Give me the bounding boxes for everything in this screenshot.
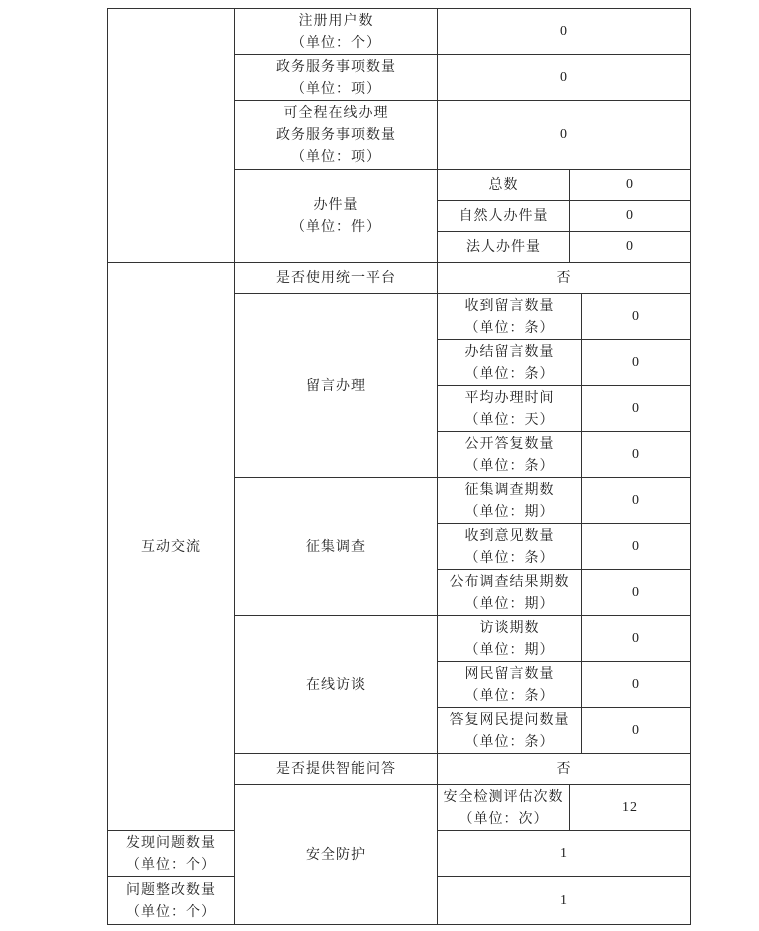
unit-text: （单位：条） (464, 319, 555, 336)
value-cell: 否 (438, 754, 691, 785)
label-cell: 征集调查 (235, 478, 438, 616)
label-text: 公开答复数量 (464, 435, 555, 452)
value-cell: 0 (438, 9, 691, 55)
sub-label-cell (438, 524, 582, 570)
unit-text: （单位：期） (464, 503, 555, 520)
label-text: 访谈期数 (479, 619, 540, 636)
unit-text: （单位：项） (291, 149, 381, 165)
section-cell-service (108, 9, 235, 263)
sub-label-cell (438, 294, 582, 340)
unit-text: （单位：个） (291, 34, 381, 51)
label-text: 网民留言数量 (464, 665, 555, 682)
value-cell: 0 (582, 708, 691, 754)
label-cell (108, 877, 235, 925)
value-cell: 0 (582, 432, 691, 478)
unit-text: （单位：个） (126, 903, 216, 920)
label-text: 答复网民提问数量 (449, 711, 570, 728)
sub-label-cell (438, 432, 582, 478)
label-cell (108, 831, 235, 877)
label-text: 收到意见数量 (464, 527, 555, 544)
label-text: 安全检测评估次数 (443, 788, 564, 805)
sub-label-cell (438, 708, 582, 754)
value-cell: 否 (438, 263, 691, 294)
unit-text: （单位：期） (464, 641, 555, 658)
label-text: 政务服务事项数量 (276, 58, 396, 75)
value-cell: 0 (582, 478, 691, 524)
value-cell: 0 (438, 55, 691, 101)
table-row (108, 9, 691, 55)
label-cell: 是否使用统一平台 (235, 263, 438, 294)
unit-text: （单位：条） (464, 687, 555, 704)
sub-label-cell (438, 340, 582, 386)
label-text: 政务服务事项数量 (276, 127, 396, 143)
sub-label-cell: 自然人办件量 (438, 201, 570, 232)
unit-text: （单位：期） (464, 595, 555, 612)
section-cell-interaction: 互动交流 (108, 263, 235, 831)
label-cell (235, 9, 438, 55)
value-cell: 0 (582, 662, 691, 708)
label-text: 办件量 (313, 197, 359, 213)
unit-text: （单位：项） (291, 80, 381, 97)
value-cell: 0 (570, 232, 691, 263)
sub-label-cell (438, 616, 582, 662)
statistics-table (107, 8, 691, 925)
label-cell: 是否提供智能问答 (235, 754, 438, 785)
label-text: 注册用户数 (298, 12, 374, 29)
label-text: 征集调查期数 (464, 481, 555, 498)
value-cell: 0 (582, 524, 691, 570)
unit-text: （单位：次） (458, 810, 549, 827)
sub-label-cell (438, 386, 582, 432)
section-cell-security: 安全防护 (235, 785, 438, 925)
unit-text: （单位：条） (464, 457, 555, 474)
sub-label-cell (438, 478, 582, 524)
value-cell: 0 (570, 201, 691, 232)
label-cell: 在线访谈 (235, 616, 438, 754)
label-text: 收到留言数量 (464, 297, 555, 314)
unit-text: （单位：条） (464, 549, 555, 566)
value-cell: 0 (582, 570, 691, 616)
value-cell: 0 (582, 294, 691, 340)
unit-text: （单位：件） (291, 219, 381, 235)
value-cell: 1 (438, 831, 691, 877)
sub-label-cell: 法人办件量 (438, 232, 570, 263)
label-text: 办结留言数量 (464, 343, 555, 360)
label-text: 发现问题数量 (126, 834, 216, 851)
unit-text: （单位：条） (464, 733, 555, 750)
value-cell: 0 (582, 616, 691, 662)
label-cell: 留言办理 (235, 294, 438, 478)
label-text: 公布调查结果期数 (449, 573, 570, 590)
value-cell: 1 (438, 877, 691, 925)
label-cell (235, 101, 438, 170)
table-row (108, 263, 691, 294)
sub-label-cell (438, 662, 582, 708)
label-cell (235, 55, 438, 101)
label-cell (438, 785, 570, 831)
sub-label-cell: 总数 (438, 170, 570, 201)
label-text: 可全程在线办理 (283, 105, 389, 121)
value-cell: 0 (582, 340, 691, 386)
value-cell: 0 (570, 170, 691, 201)
value-cell: 0 (582, 386, 691, 432)
unit-text: （单位：天） (464, 411, 555, 428)
value-cell: 0 (438, 101, 691, 170)
sub-label-cell (438, 570, 582, 616)
value-cell: 12 (570, 785, 691, 831)
label-text: 问题整改数量 (126, 881, 216, 898)
label-text: 平均办理时间 (464, 389, 555, 406)
unit-text: （单位：个） (126, 856, 216, 873)
label-cell (235, 170, 438, 263)
unit-text: （单位：条） (464, 365, 555, 382)
